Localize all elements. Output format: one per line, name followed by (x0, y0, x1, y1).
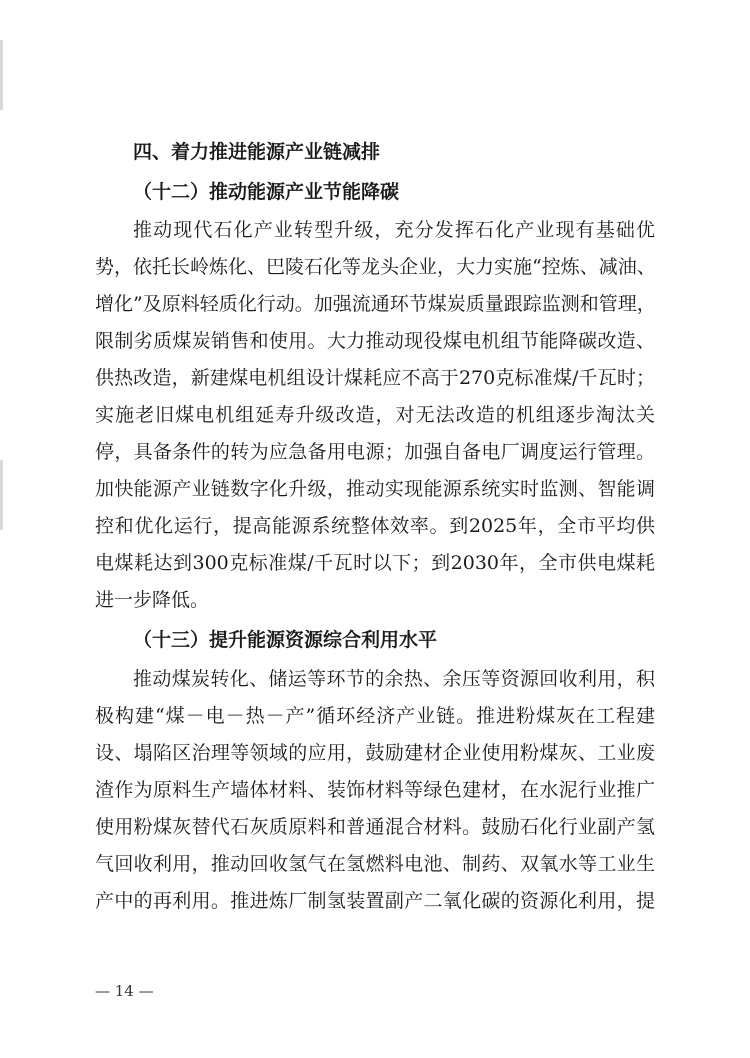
paragraph-line: 气回收利用，推动回收氢气在氢燃料电池、制药、双氧水等工业生 (95, 853, 655, 875)
scan-edge-mark (0, 40, 3, 110)
paragraph-line: 渣作为原料生产墙体材料、装饰材料等绿色建材，在水泥行业推广 (95, 779, 655, 801)
paragraph-line: 使用粉煤灰替代石灰质原料和普通混合材料。鼓励石化行业副产氢 (95, 816, 655, 838)
paragraph-line: 实施老旧煤电机组延寿升级改造，对无法改造的机组逐步淘汰关 (95, 404, 655, 426)
subsection-heading-12: （十二）推动能源产业节能降碳 (133, 181, 400, 203)
subsection-heading-13: （十三）提升能源资源综合利用水平 (133, 629, 438, 651)
paragraph-line: 势，依托长岭炼化、巴陵石化等龙头企业，大力实施“控炼、减油、 (95, 256, 656, 278)
paragraph-line: 加快能源产业链数字化升级，推动实现能源系统实时监测、智能调 (95, 478, 655, 500)
paragraph-line: 限制劣质煤炭销售和使用。大力推动现役煤电机组节能降碳改造、 (95, 330, 655, 352)
paragraph-line: 进一步降低。 (95, 589, 210, 611)
paragraph-line: 控和优化运行，提高能源系统整体效率。到2025年，全市平均供 (95, 515, 655, 537)
paragraph-line: 增化”及原料轻质化行动。加强流通环节煤炭质量跟踪监测和管理， (95, 293, 656, 315)
paragraph-line: 电煤耗达到300克标准煤/千瓦时以下；到2030年，全市供电煤耗 (95, 552, 655, 574)
paragraph-line: 设、塌陷区治理等领域的应用，鼓励建材企业使用粉煤灰、工业废 (95, 742, 655, 764)
section-heading: 四、着力推进能源产业链减排 (133, 141, 381, 163)
paragraph-line: 停，具备条件的转为应急备用电源；加强自备电厂调度运行管理。 (95, 441, 655, 463)
paragraph-line: 推动现代石化产业转型升级，充分发挥石化产业现有基础优 (133, 219, 655, 241)
paragraph-line: 供热改造，新建煤电机组设计煤耗应不高于270克标准煤/千瓦时； (95, 367, 655, 389)
page-number: — 14 — (95, 982, 154, 1000)
paragraph-line: 极构建“煤－电－热－产”循环经济产业链。推进粉煤灰在工程建 (95, 705, 655, 727)
paragraph-line: 产中的再利用。推进炼厂制氢装置副产二氧化碳的资源化利用，提 (95, 890, 655, 912)
paragraph-line: 推动煤炭转化、储运等环节的余热、余压等资源回收利用，积 (133, 668, 655, 690)
scan-edge-mark (0, 460, 3, 530)
